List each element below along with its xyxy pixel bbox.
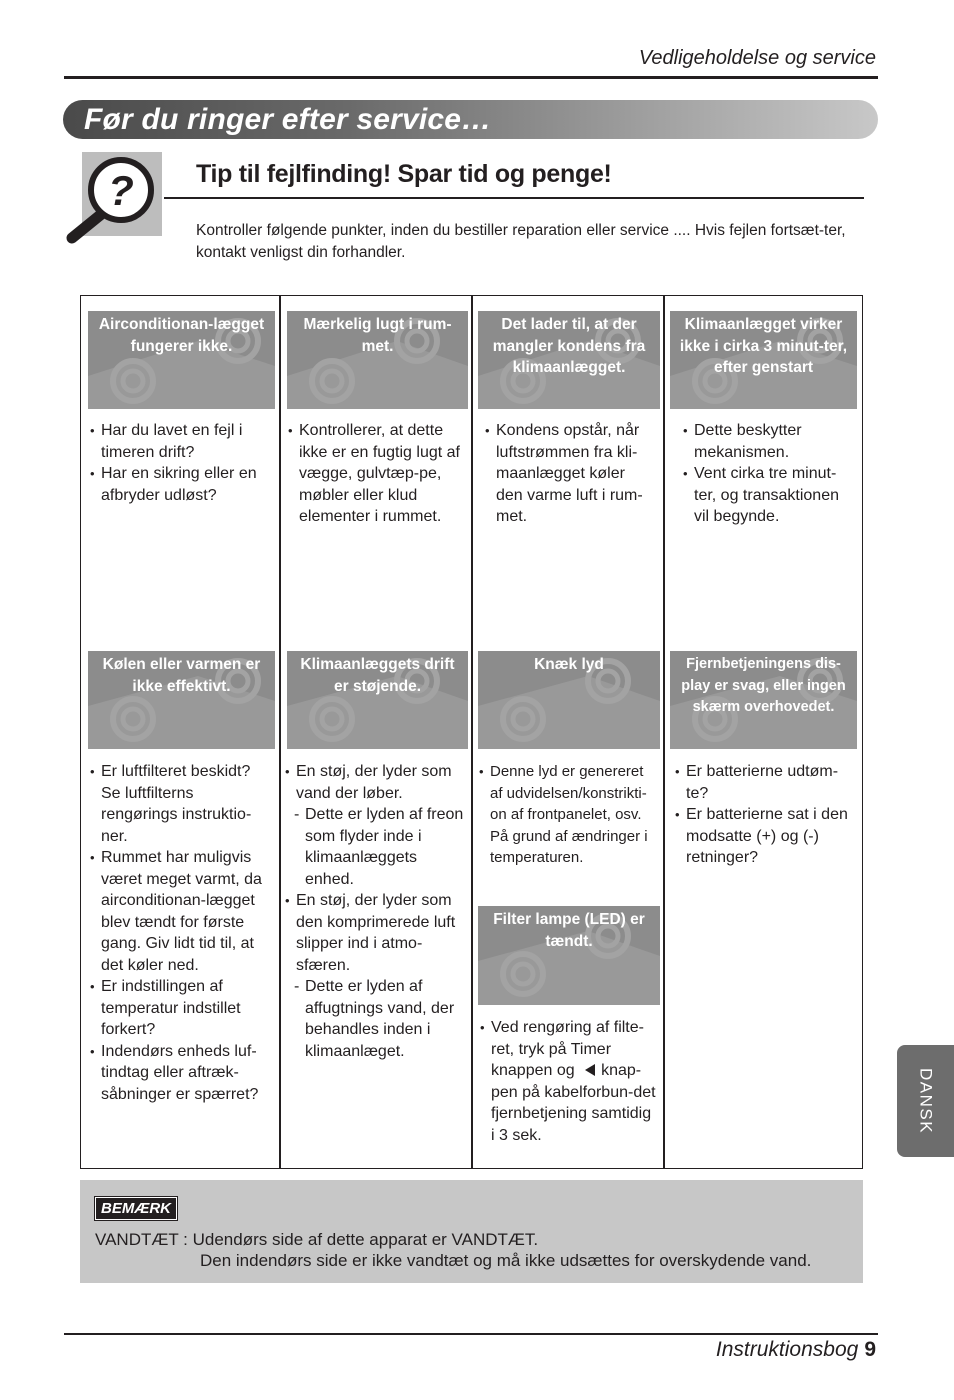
problem-title: Airconditionan-lægget fungerer ikke. — [98, 316, 265, 355]
solution-item: • En støj, der lyder som vand der løber. — [285, 761, 465, 804]
solution-item: • Er luftfilteret beskidt? Se luftfilterns rengørings instruktio-ner. — [90, 761, 270, 847]
column-divider — [279, 295, 281, 1169]
solution-text — [485, 420, 655, 528]
solution-part: knap-pen på kabelforbun-det fjernbetjening samtidig i 3 sek. — [491, 1062, 656, 1144]
note-line: Den indendørs side er ikke vandtæt og må ikke udsættes for overskydende vand. — [200, 1251, 812, 1270]
solution-item: • Er batterierne udtøm-te? — [675, 761, 853, 804]
svg-text:?: ? — [108, 167, 134, 214]
problem-title: Fjernbetjeningens dis-play er svag, eller ingen skærm overhovedet. — [681, 656, 846, 715]
column-divider — [471, 295, 473, 1169]
problem-header — [88, 651, 275, 749]
problem-header — [478, 311, 660, 409]
footer-title: Instruktionsbog — [715, 1338, 859, 1361]
solution-item — [480, 1017, 658, 1146]
solution-text — [675, 761, 853, 869]
solution-text — [90, 761, 270, 1105]
note-line: VANDTÆT : Udendørs side af dette apparat er VANDTÆT. — [95, 1230, 539, 1249]
problem-title: Kølen eller varmen er ikke effektivt. — [102, 656, 261, 695]
solution-item: • Har en sikring eller en afbryder udløst? — [90, 463, 270, 506]
solution-text — [683, 420, 853, 528]
footer-rule — [64, 1333, 878, 1335]
solution-text — [90, 420, 270, 506]
language-label: DANSK — [916, 1067, 936, 1135]
solution-item: • Indendørs enheds luf-tindtag eller aftræk-såbninger er spærret? — [90, 1041, 270, 1106]
problem-header — [88, 311, 275, 409]
problem-title: Filter lampe (LED) er tændt. — [493, 911, 645, 950]
column-divider — [663, 295, 665, 1169]
solution-item: • En støj, der lyder som den komprimerede luft slipper ind i atmo-sfæren. — [285, 890, 465, 976]
solution-text — [480, 1017, 658, 1146]
solution-subitem: - Dette er lyden af freon som flyder inde i klimaanlæggets enhed. — [285, 804, 465, 890]
problem-title: Klimaanlæggets drift er støjende. — [300, 656, 455, 695]
problem-header — [670, 311, 857, 409]
solution-item: • Har du lavet en fejl i timeren drift? — [90, 420, 270, 463]
problem-header — [287, 651, 468, 749]
solution-item: • Rummet har muligvis været meget varmt, da airconditionan-lægget blev tændt for første gang. Giv lidt tid til, at det køler ned. — [90, 847, 270, 976]
solution-item: • Er batterierne sat i den modsatte (+) og (-) retninger? — [675, 804, 853, 869]
intro-text: Kontroller følgende punkter, inden du bestiller reparation eller service .... Hvis fejlen fortsæt-ter, kontakt venligst din forhandler. — [196, 222, 846, 261]
solution-item: • Denne lyd er genereret af udvidelsen/konstrikti-on af frontpanelet, osv. På grund af ændringer i temperaturen. — [479, 761, 657, 869]
note-tag: BEMÆRK — [95, 1197, 177, 1220]
solution-text — [479, 761, 657, 869]
problem-title: Klimaanlægget virker ikke i cirka 3 minut-ter, efter genstart — [679, 316, 848, 376]
solution-item: • Er indstillingen af temperatur indstillet forkert? — [90, 976, 270, 1041]
problem-title: Det lader til, at der mangler kondens fra klimaanlægget. — [492, 316, 646, 376]
problem-header — [478, 651, 660, 749]
problem-header — [670, 651, 857, 749]
section-header: Vedligeholdelse og service — [638, 47, 876, 69]
header-rule — [64, 76, 878, 79]
page-number: 9 — [864, 1338, 876, 1361]
problem-title: Knæk lyd — [534, 656, 604, 673]
solution-part: Ved rengøring af filte-ret, tryk på Timer knappen og — [491, 1019, 644, 1079]
tip-rule — [164, 197, 864, 199]
tip-title: Tip til fejlfinding! Spar tid og penge! — [196, 160, 612, 188]
solution-item: • Vent cirka tre minut-ter, og transaktionen vil begynde. — [683, 463, 853, 528]
solution-item: • Dette beskytter mekanismen. — [683, 420, 853, 463]
page-title: Før du ringer efter service… — [84, 103, 492, 136]
magnifier-question-icon — [66, 152, 166, 244]
footer — [716, 1338, 876, 1362]
solution-subitem: - Dette er lyden af affugtnings vand, der behandles inden i klimaanlæget. — [285, 976, 465, 1062]
solution-text — [285, 761, 465, 1062]
problem-title: Mærkelig lugt i rum-met. — [303, 316, 452, 355]
solution-item: • Kontrollerer, at dette ikke er en fugtig lugt af vægge, gulvtæp-pe, møbler eller klud elementer i rummet. — [288, 420, 460, 528]
solution-text — [288, 420, 460, 528]
problem-header — [287, 311, 468, 409]
left-arrow-icon — [585, 1064, 595, 1076]
solution-item: • Kondens opstår, når luftstrømmen fra kli-maanlægget køler den varme luft i rum-met. — [485, 420, 655, 528]
problem-header — [478, 906, 660, 1005]
